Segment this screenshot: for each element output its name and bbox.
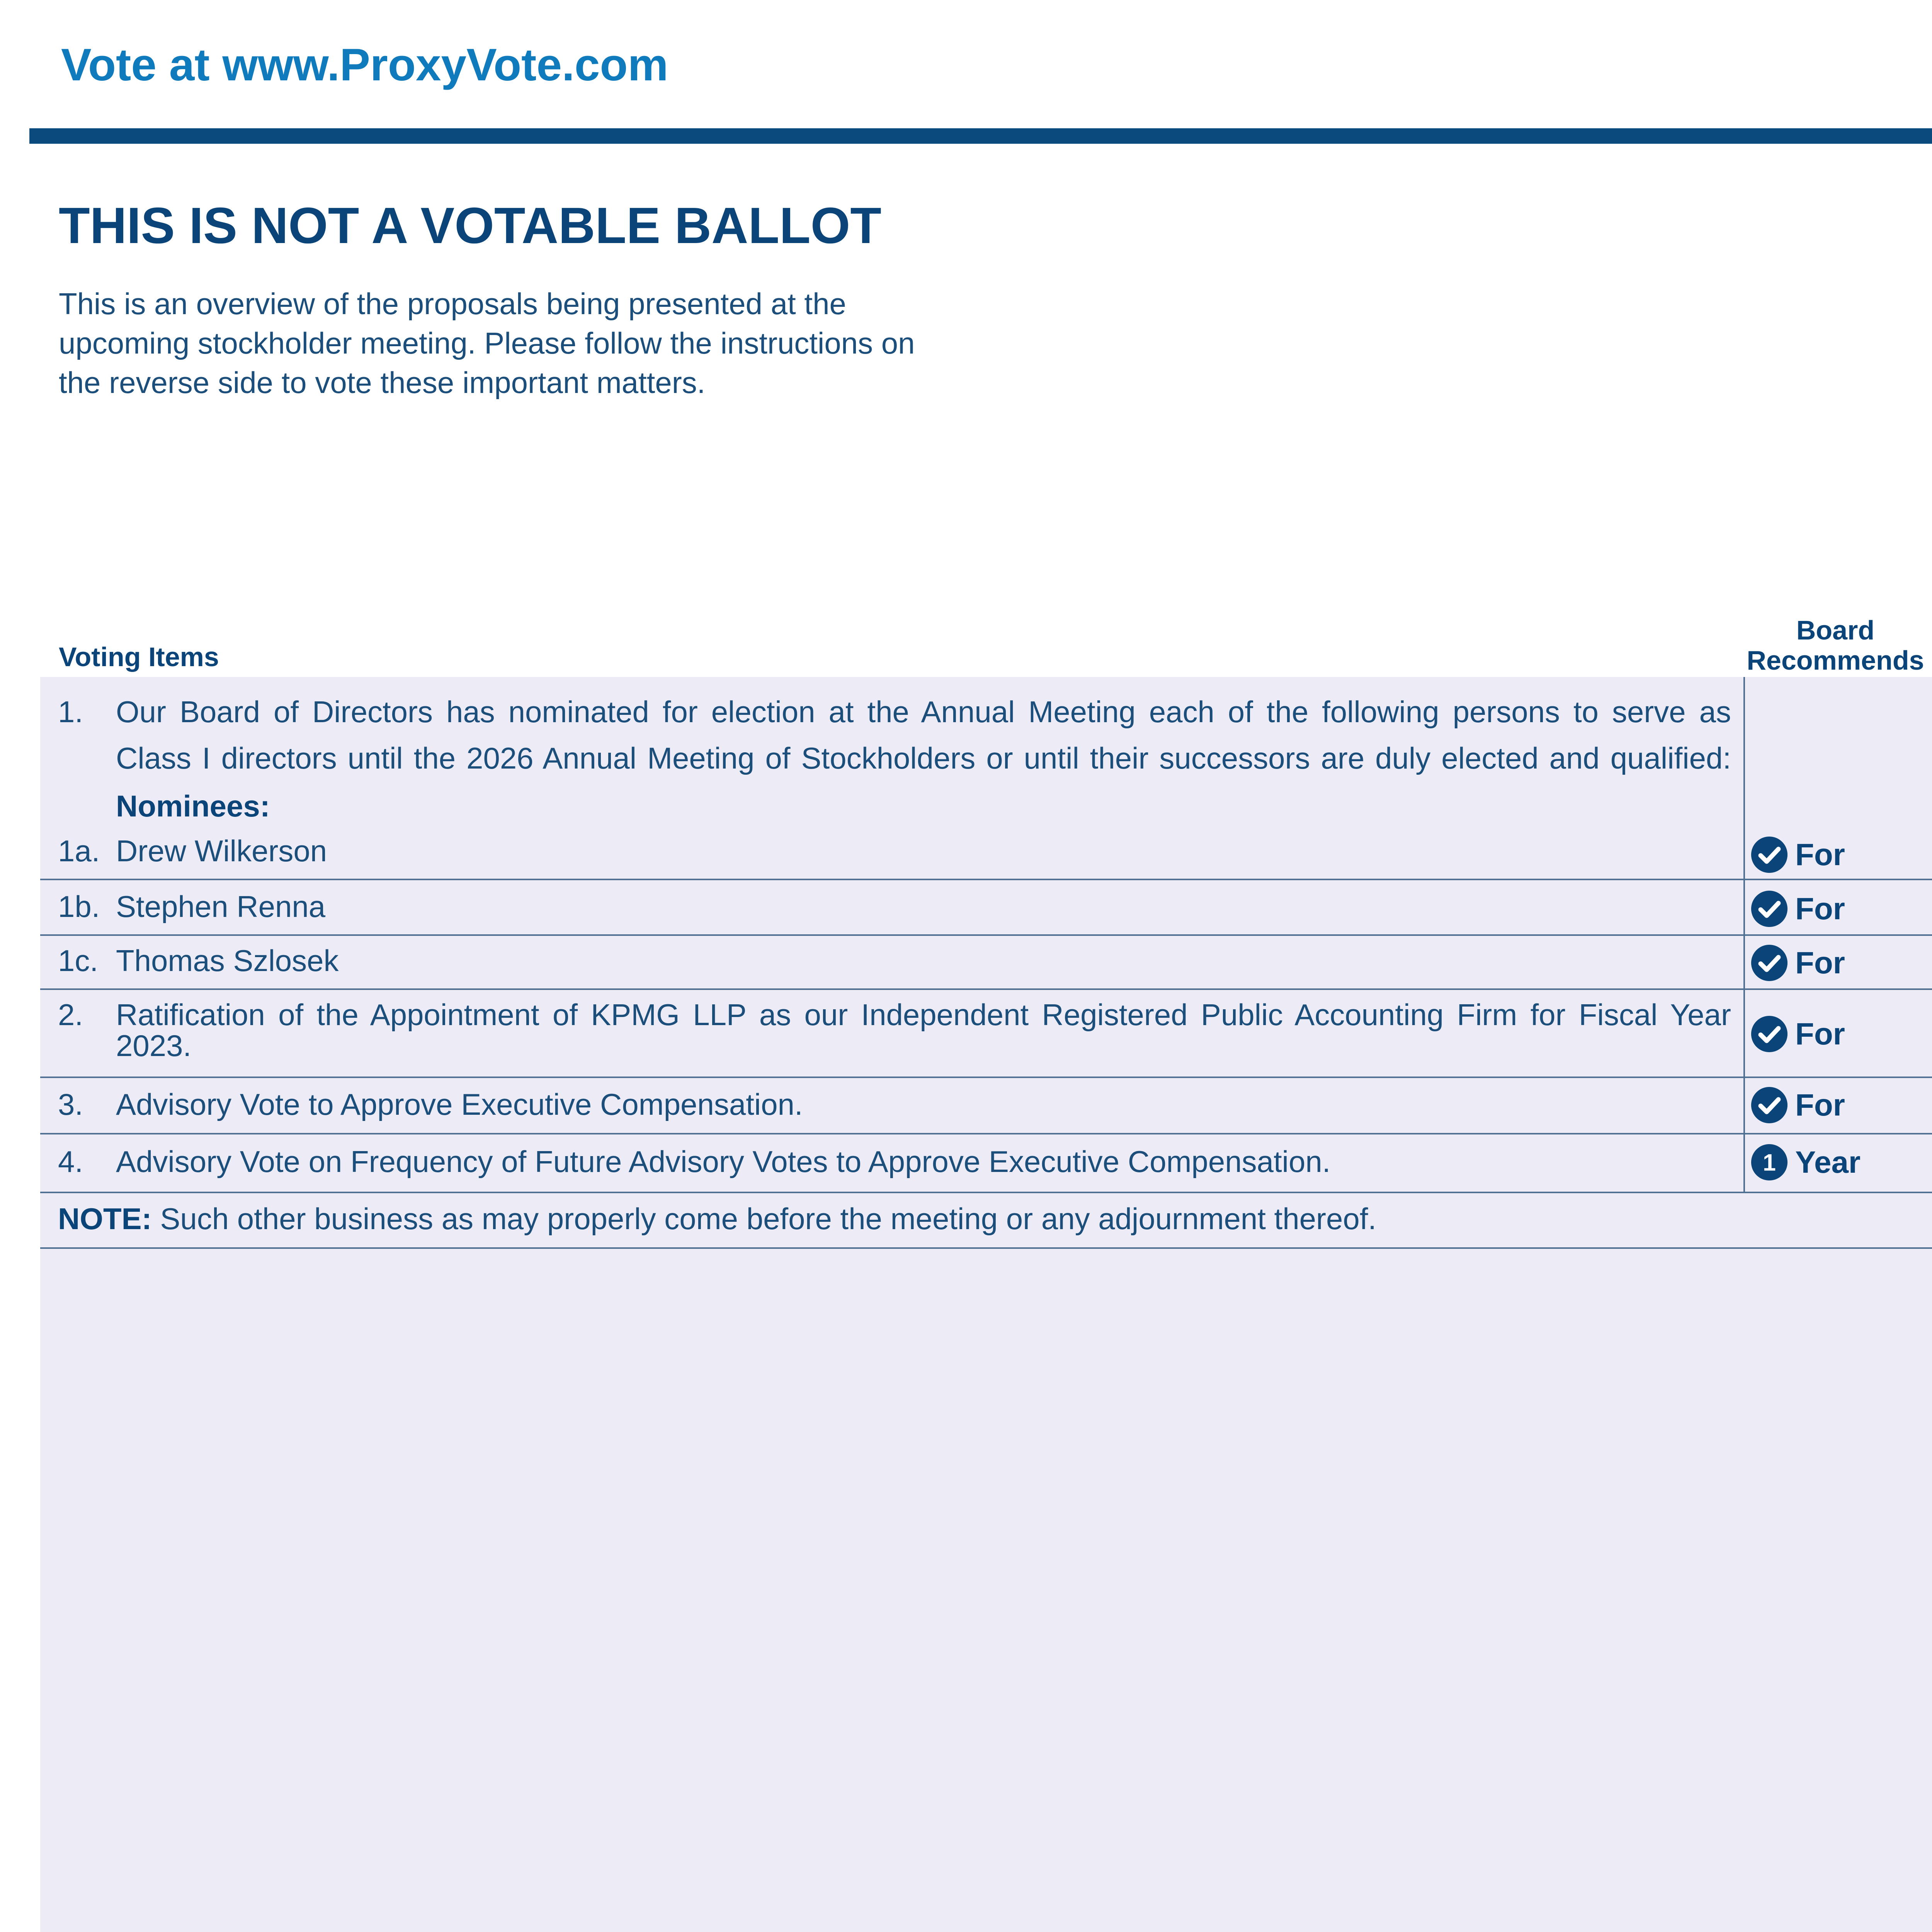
- board-recommends-header: [1739, 615, 1932, 675]
- row-divider: [40, 1133, 1932, 1134]
- item-number: 1b.: [58, 889, 100, 923]
- board-header-line: Board: [1796, 615, 1875, 645]
- check-circle-icon: [1750, 944, 1788, 982]
- recommendation-label: For: [1795, 1017, 1845, 1051]
- row-divider: [40, 934, 1932, 936]
- check-circle-icon: [1750, 890, 1788, 928]
- item-text: Ratification of the Appointment of KPMG LLP as our Independent Registered Public Accounting Firm for Fiscal Year: [116, 998, 1731, 1032]
- item-text: Our Board of Directors has nominated for election at the Annual Meeting each of the following persons to serve as: [116, 695, 1731, 729]
- board-header-line: Recommends: [1747, 645, 1924, 675]
- page-title: THIS IS NOT A VOTABLE BALLOT: [59, 197, 882, 254]
- item-text: Class I directors until the 2026 Annual Meeting of Stockholders or until their successors are duly elected and qualified:: [116, 741, 1731, 775]
- recommendation: [1750, 1143, 1861, 1182]
- recommendation: [1750, 835, 1845, 874]
- check-circle-icon: [1750, 836, 1788, 874]
- voting-items-header: Voting Items: [59, 642, 219, 672]
- row-divider: [40, 1077, 1932, 1078]
- recommendation: [1750, 889, 1845, 928]
- check-circle-icon: [1750, 1015, 1788, 1053]
- item-text: Advisory Vote on Frequency of Future Advisory Votes to Approve Executive Compensation.: [116, 1145, 1331, 1179]
- note-text: Such other business as may properly come before the meeting or any adjournment thereof.: [151, 1202, 1377, 1236]
- recommendation: [1750, 1086, 1845, 1124]
- item-text: 2023.: [116, 1029, 192, 1063]
- note-label: NOTE:: [58, 1202, 152, 1236]
- item-text: Advisory Vote to Approve Executive Compensation.: [116, 1087, 803, 1121]
- check-circle-icon: [1750, 1086, 1788, 1124]
- item-number: 1.: [58, 695, 83, 729]
- row-divider: [40, 879, 1932, 880]
- nominee-name: Stephen Renna: [116, 889, 326, 923]
- recommendation-label: For: [1795, 891, 1845, 926]
- header-divider: [29, 128, 1932, 144]
- item-number: 2.: [58, 998, 83, 1032]
- recommendation-label: For: [1795, 1088, 1845, 1122]
- vote-link[interactable]: Vote at www.ProxyVote.com: [61, 39, 668, 90]
- item-number: 1a.: [58, 834, 100, 868]
- nominee-name: Drew Wilkerson: [116, 834, 327, 868]
- nominee-name: Thomas Szlosek: [116, 944, 339, 978]
- intro-paragraph: [59, 284, 1063, 402]
- intro-line: upcoming stockholder meeting. Please follow the instructions on: [59, 326, 915, 360]
- item-number: 4.: [58, 1145, 83, 1179]
- intro-line: the reverse side to vote these important matters.: [59, 366, 706, 400]
- recommendation: [1750, 944, 1845, 982]
- note-row: [58, 1199, 1376, 1238]
- badge-number: 1: [1763, 1149, 1776, 1176]
- recommendation: [1750, 1015, 1845, 1053]
- number-one-circle-icon: [1750, 1143, 1788, 1181]
- row-divider: [40, 988, 1932, 990]
- recommendation-label: For: [1795, 946, 1845, 980]
- recommendation-label: For: [1795, 837, 1845, 872]
- row-divider: [40, 1192, 1932, 1193]
- intro-line: This is an overview of the proposals being presented at the: [59, 287, 846, 321]
- recommendation-label: Year: [1795, 1145, 1861, 1179]
- item-number: 3.: [58, 1087, 83, 1121]
- nominees-label: Nominees:: [116, 789, 270, 823]
- item-number: 1c.: [58, 944, 99, 978]
- row-divider: [40, 1247, 1932, 1249]
